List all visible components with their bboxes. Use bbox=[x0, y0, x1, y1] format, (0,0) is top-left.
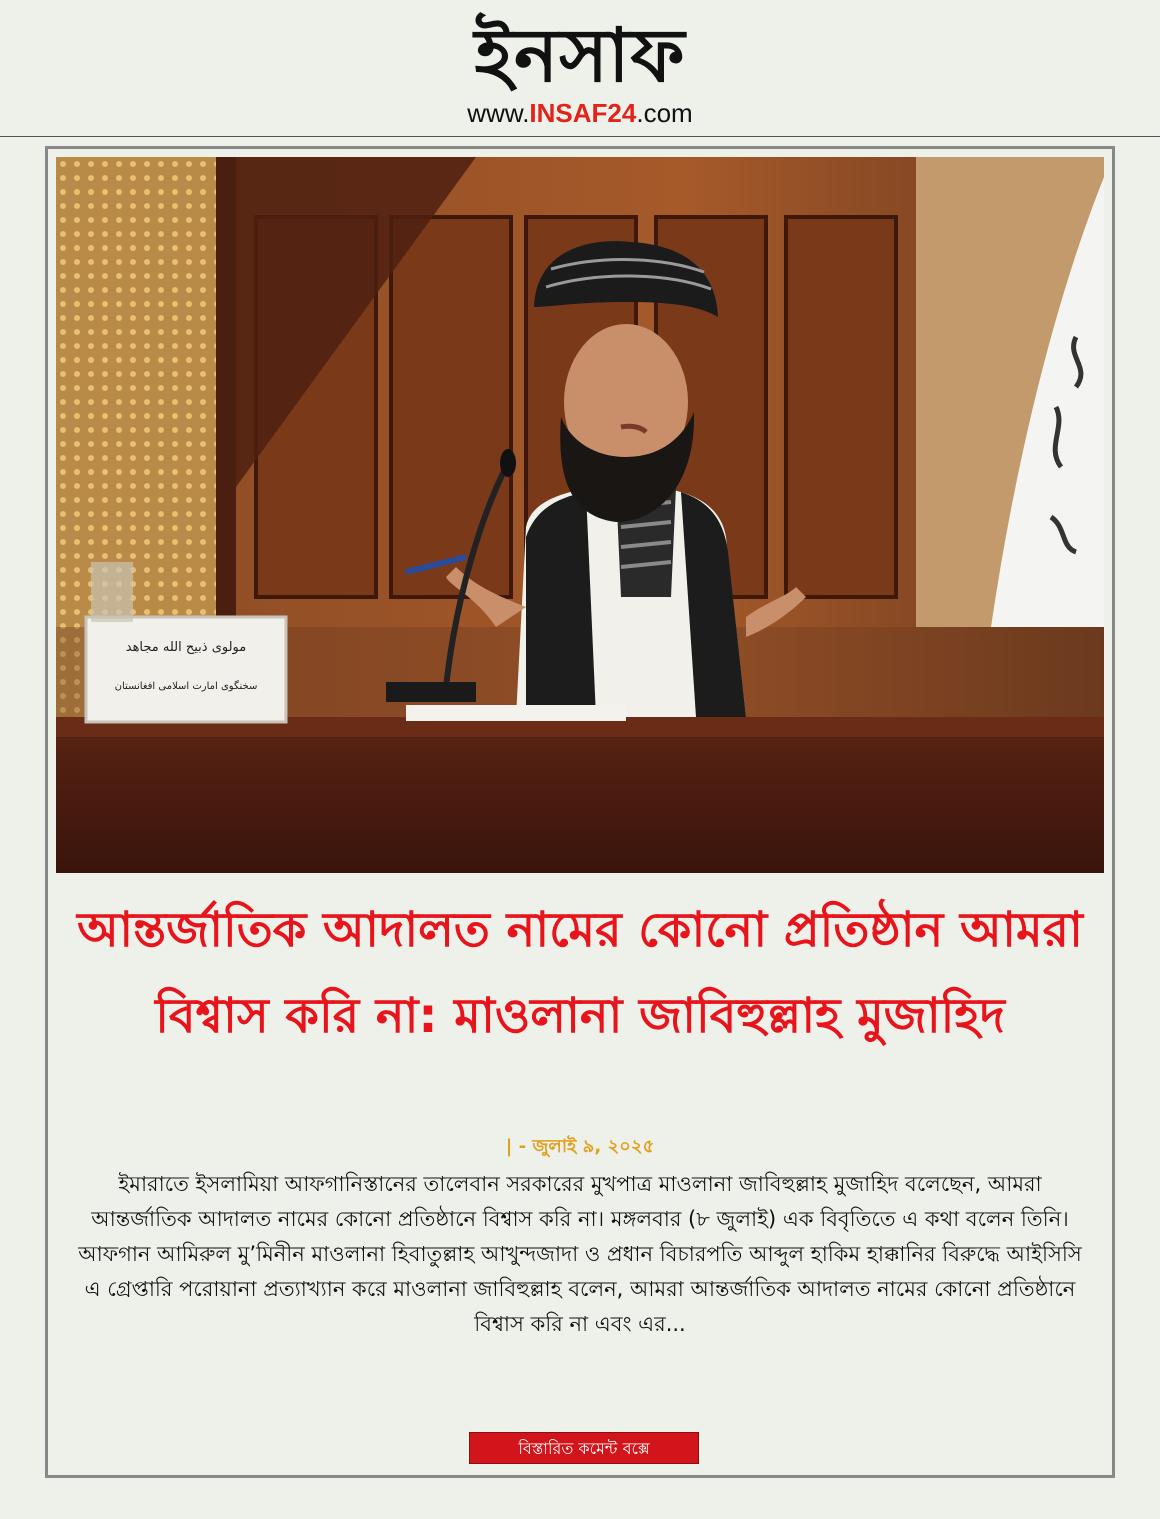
url-suffix: .com bbox=[636, 98, 693, 128]
site-logo: ইনসাফ bbox=[474, 13, 686, 99]
url-brand: INSAF24 bbox=[529, 98, 637, 128]
article-headline[interactable]: আন্তর্জাতিক আদালত নামের কোনো প্রতিষ্ঠান আমরা বিশ্বাস করি না: মাওলানা জাবিহুল্লাহ মুজাহিদ bbox=[77, 902, 1083, 1044]
news-card bbox=[45, 146, 1115, 1478]
site-url[interactable] bbox=[0, 98, 1160, 128]
article-excerpt: ইমারাতে ইসলামিয়া আফগানিস্তানের তালেবান সরকারের মুখপাত্র মাওলানা জাবিহুল্লাহ মুজাহিদ বলেছেন, আমরা আন্তর্জাতিক আদালত নামের কোনো প্রতিষ্ঠানে বিশ্বাস করি না। মঙ্গলবার (৮ জুলাই) এক বিবৃতিতে এ কথা বলেন তিনি। আফগান আমিরুল মু’মিনীন মাওলানা হিবাতুল্লাহ আখুন্দজাদা ও প্রধান বিচারপতি আব্দুল হাকিম হাক্কানির বিরুদ্ধে আইসিসি এ গ্রেপ্তারি পরোয়ানা প্রত্যাখ্যান করে মাওলানা জাবিহুল্লাহ বলেন, আমরা আন্তর্জাতিক আদালত নামের কোনো প্রতিষ্ঠানে বিশ্বাস করি না এবং এর... bbox=[78, 1172, 1082, 1336]
news-photo bbox=[56, 157, 1104, 873]
site-header bbox=[0, 0, 1160, 137]
press-conference-illustration bbox=[56, 157, 1104, 873]
url-prefix: www. bbox=[467, 98, 530, 128]
nameplate-line-1: مولوی ذبیح الله مجاهد bbox=[125, 640, 247, 655]
nameplate-line-2: سخنگوی امارت اسلامی افغانستان bbox=[114, 681, 258, 692]
article-date: | - জুলাই ৯, ২০২৫ bbox=[505, 1136, 655, 1157]
details-in-comments-button[interactable]: বিস্তারিত কমেন্ট বক্সে bbox=[469, 1432, 699, 1464]
